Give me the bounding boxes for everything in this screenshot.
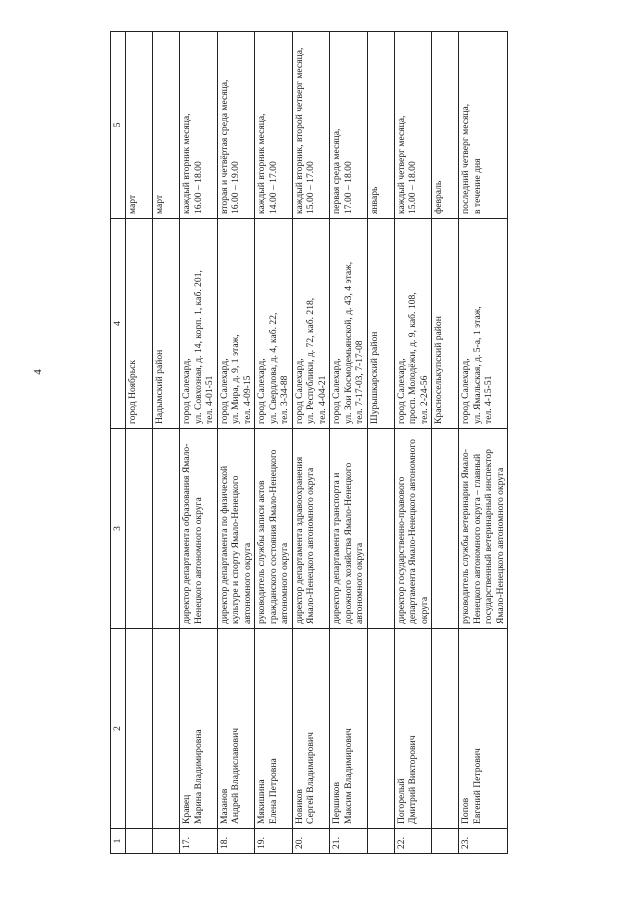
row-number: 23.	[459, 829, 508, 854]
reception-schedule: каждый вторник месяца, 14.00 – 17.00	[255, 32, 293, 219]
district-name: Красноселькупский район	[432, 219, 459, 429]
empty-cell	[153, 829, 180, 854]
empty-cell	[432, 429, 459, 629]
reception-address: город Салехард, ул. Мира, д. 9, 1 этаж, тел. 4-09-15	[217, 219, 255, 429]
person-position: директор государственно-правового департамента Ямало-Ненецкого автономного округа	[394, 429, 432, 629]
column-number: 2	[111, 629, 126, 829]
empty-cell	[126, 429, 153, 629]
rotated-table-container	[110, 32, 522, 854]
reception-address: город Салехард, ул. Свердлова, д. 4, каб. 22, тел. 3-34-88	[255, 219, 293, 429]
row-number: 18.	[217, 829, 255, 854]
reception-schedule-table	[110, 31, 508, 854]
reception-address: город Салехард, ул. Республики, д. 72, каб. 218, тел. 4-04-21	[292, 219, 330, 429]
empty-cell	[153, 629, 180, 829]
column-number-row	[111, 32, 126, 854]
reception-address: город Салехард, просп. Молодёжи, д. 9, каб. 108, тел. 2-24-56	[394, 219, 432, 429]
district-name: город Ноябрьск	[126, 219, 153, 429]
reception-schedule: первая среда месяца, 17.00 – 18.00	[330, 32, 368, 219]
column-number: 3	[111, 429, 126, 629]
table-row	[330, 32, 368, 854]
district-name: Надымский район	[153, 219, 180, 429]
page-number: 4	[32, 369, 44, 375]
reception-address: город Салехард, ул. Зои Космодемьянской, д. 43, 4 этаж, тел. 7-17-03, 7-17-08	[330, 219, 368, 429]
district-row	[126, 32, 153, 854]
reception-schedule: последний четверг месяца, в течение дня	[459, 32, 508, 219]
district-row	[153, 32, 180, 854]
reception-schedule: январь	[367, 32, 394, 219]
empty-cell	[153, 429, 180, 629]
reception-schedule: каждый вторник месяца, 16.00 – 18.00	[180, 32, 218, 219]
row-number: 21.	[330, 829, 368, 854]
person-name: Першиков Максим Владимирович	[330, 629, 368, 829]
person-name: Мазанов Андрей Владиславович	[217, 629, 255, 829]
district-name: Шурышкарский район	[367, 219, 394, 429]
empty-cell	[432, 829, 459, 854]
person-name: Погорелый Дмитрий Викторович	[394, 629, 432, 829]
column-number: 1	[111, 829, 126, 854]
table-row	[217, 32, 255, 854]
reception-schedule: февраль	[432, 32, 459, 219]
empty-cell	[432, 629, 459, 829]
person-position: директор департамента по физической культуре и спорту Ямало-Ненецкого автономного округа	[217, 429, 255, 629]
person-position: директор департамента образования Ямало-Ненецкого автономного округа	[180, 429, 218, 629]
person-position: директор департамента транспорта и дорожного хозяйства Ямало-Ненецкого автономного округа	[330, 429, 368, 629]
empty-cell	[126, 629, 153, 829]
reception-address: город Салехард, ул. Совхозная, д. 14, корп. 1, каб. 201, тел. 4-01-51	[180, 219, 218, 429]
person-name: Попов Евгений Петрович	[459, 629, 508, 829]
reception-schedule: каждый вторник, второй четверг месяца, 15.00 – 17.00	[292, 32, 330, 219]
reception-address: город Салехард, ул. Ямальская, д. 5-а, 1 этаж, тел. 4-15-51	[459, 219, 508, 429]
row-number: 22.	[394, 829, 432, 854]
row-number: 19.	[255, 829, 293, 854]
empty-cell	[367, 629, 394, 829]
table-row	[255, 32, 293, 854]
empty-cell	[367, 429, 394, 629]
district-row	[432, 32, 459, 854]
empty-cell	[367, 829, 394, 854]
table-row	[394, 32, 432, 854]
district-row	[367, 32, 394, 854]
reception-schedule: март	[126, 32, 153, 219]
table-row	[292, 32, 330, 854]
person-name: Кравец Марина Владимировна	[180, 629, 218, 829]
person-name: Новиков Сергей Владимирович	[292, 629, 330, 829]
reception-schedule: каждый четверг месяца, 15.00 – 18.00	[394, 32, 432, 219]
person-name: Мякишина Елена Петровна	[255, 629, 293, 829]
table-row	[180, 32, 218, 854]
empty-cell	[126, 829, 153, 854]
reception-schedule: март	[153, 32, 180, 219]
row-number: 20.	[292, 829, 330, 854]
column-number: 5	[111, 32, 126, 219]
row-number: 17.	[180, 829, 218, 854]
reception-schedule: вторая и четвёртая среда месяца, 16.00 – 19.00	[217, 32, 255, 219]
person-position: руководитель службы ветеринарии Ямало-Ненецкого автономного округа – главный государственный ветеринарный инспектор Ямало-Ненецкого автономного округа	[459, 429, 508, 629]
person-position: руководитель службы записи актов гражданского состояния Ямало-Ненецкого автономного округа	[255, 429, 293, 629]
column-number: 4	[111, 219, 126, 429]
person-position: директор департамента здравоохранения Ямало-Ненецкого автономного округа	[292, 429, 330, 629]
table-row	[459, 32, 508, 854]
